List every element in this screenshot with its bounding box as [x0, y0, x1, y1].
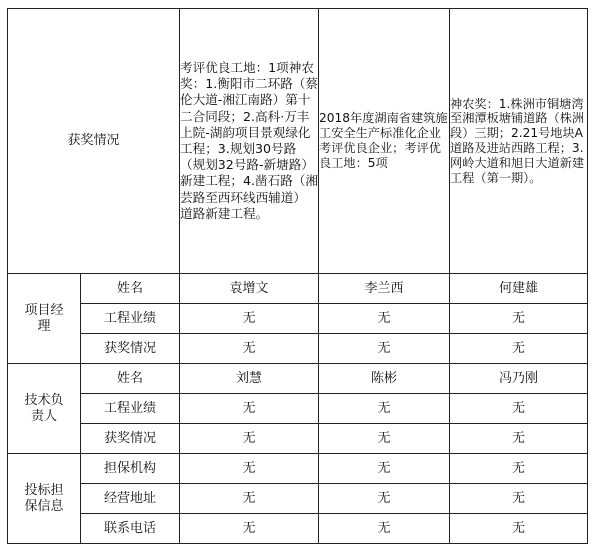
cell-value: 无: [180, 424, 319, 454]
cell-value: 无: [180, 394, 319, 424]
cell-value: 何建雄: [450, 274, 588, 304]
row-label: 获奖情况: [81, 334, 180, 364]
table-row: [8, 394, 588, 424]
cell-value: 刘慧: [180, 364, 319, 394]
cell-value: 无: [180, 454, 319, 484]
cell-value: 无: [450, 454, 588, 484]
cell-value: 无: [319, 454, 450, 484]
cell-value: 无: [319, 424, 450, 454]
table-row: [8, 304, 588, 334]
cell-value: 无: [180, 304, 319, 334]
cell-value: 无: [319, 484, 450, 514]
table-row: [8, 514, 588, 544]
group-label-project-manager: 项目经理: [8, 274, 81, 364]
table-row: [8, 424, 588, 454]
award-cell-candidate-1: 考评优良工地：1项神农奖：1.衡阳市二环路（蔡伦大道-湘江南路）第十二合同段；2.高科·万丰上院-湖韵项目景观绿化工程；3.规划30号路（规划32号路-新塘路）新建工程；4.凿石路（湘芸路至西环线西辅道）道路新建工程。: [180, 9, 319, 274]
award-row: [8, 9, 588, 274]
cell-value: 无: [180, 484, 319, 514]
table-row: [8, 274, 588, 304]
row-label: 姓名: [81, 274, 180, 304]
table-row: [8, 484, 588, 514]
group-label-technical-lead: 技术负责人: [8, 364, 81, 454]
award-cell-candidate-2: 2018年度湖南省建筑施工安全生产标准化企业考评优良企业；考评优良工地：5项: [319, 9, 450, 274]
cell-value: 无: [450, 334, 588, 364]
cell-value: 李兰西: [319, 274, 450, 304]
cell-value: 无: [180, 514, 319, 544]
row-label: 姓名: [81, 364, 180, 394]
cell-value: 无: [180, 334, 319, 364]
cell-value: 无: [319, 304, 450, 334]
cell-value: 无: [450, 424, 588, 454]
row-label: 联系电话: [81, 514, 180, 544]
row-label: 工程业绩: [81, 304, 180, 334]
table-row: [8, 364, 588, 394]
award-cell-candidate-3: 神农奖：1.株洲市铜塘湾至湘潭板塘铺道路（株洲段）三期；2.21号地块A道路及进站西路工程；3.网岭大道和旭日大道新建工程（第一期）。: [450, 9, 588, 274]
row-label: 工程业绩: [81, 394, 180, 424]
cell-value: 袁增文: [180, 274, 319, 304]
table-row: [8, 454, 588, 484]
cell-value: 无: [450, 484, 588, 514]
cell-value: 冯乃刚: [450, 364, 588, 394]
cell-value: 无: [319, 394, 450, 424]
cell-value: 无: [319, 334, 450, 364]
cell-value: 无: [450, 514, 588, 544]
group-label-bid-guarantee: 投标担保信息: [8, 454, 81, 544]
cell-value: 无: [319, 514, 450, 544]
cell-value: 无: [450, 304, 588, 334]
cell-value: 陈彬: [319, 364, 450, 394]
row-label: 获奖情况: [81, 424, 180, 454]
table-row: [8, 334, 588, 364]
cell-value: 无: [450, 394, 588, 424]
award-row-label: 获奖情况: [8, 9, 180, 274]
award-info-table: [7, 8, 588, 544]
row-label: 担保机构: [81, 454, 180, 484]
row-label: 经营地址: [81, 484, 180, 514]
